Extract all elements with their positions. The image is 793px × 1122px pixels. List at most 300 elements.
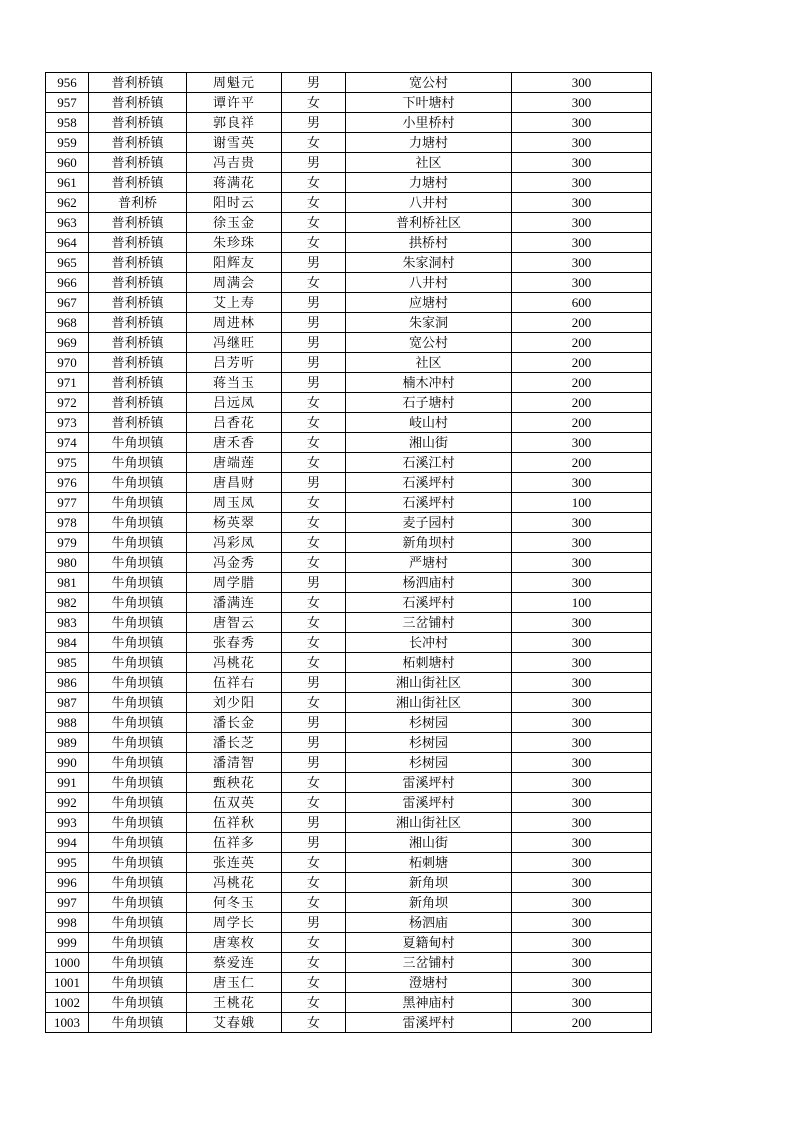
cell-name: 杨英翠 [187,513,282,533]
cell-village: 三岔铺村 [346,613,512,633]
cell-town: 普利桥镇 [89,153,187,173]
cell-town: 牛角坝镇 [89,433,187,453]
cell-gender: 女 [282,233,346,253]
cell-name: 伍双英 [187,793,282,813]
cell-serial: 971 [46,373,89,393]
cell-name: 艾上寿 [187,293,282,313]
cell-village: 楠木冲村 [346,373,512,393]
cell-name: 冯桃花 [187,653,282,673]
cell-serial: 979 [46,533,89,553]
table-row [46,793,652,813]
cell-village: 新角坝 [346,873,512,893]
cell-name: 冯彩凤 [187,533,282,553]
cell-amount: 600 [512,293,652,313]
table-row [46,633,652,653]
cell-name: 阳时云 [187,193,282,213]
cell-name: 王桃花 [187,993,282,1013]
cell-gender: 女 [282,613,346,633]
cell-serial: 991 [46,773,89,793]
cell-name: 朱珍珠 [187,233,282,253]
cell-amount: 300 [512,553,652,573]
cell-amount: 300 [512,513,652,533]
cell-serial: 988 [46,713,89,733]
cell-village: 湘山街 [346,833,512,853]
cell-village: 杉树园 [346,713,512,733]
cell-name: 唐智云 [187,613,282,633]
cell-name: 蒋当玉 [187,373,282,393]
cell-village: 湘山街社区 [346,813,512,833]
cell-gender: 男 [282,673,346,693]
cell-village: 麦子园村 [346,513,512,533]
cell-name: 伍祥秋 [187,813,282,833]
cell-serial: 964 [46,233,89,253]
cell-amount: 300 [512,573,652,593]
cell-gender: 女 [282,653,346,673]
cell-gender: 男 [282,473,346,493]
cell-town: 牛角坝镇 [89,893,187,913]
cell-gender: 女 [282,93,346,113]
table-row [46,853,652,873]
cell-town: 普利桥镇 [89,373,187,393]
cell-village: 石溪坪村 [346,593,512,613]
cell-gender: 女 [282,193,346,213]
cell-gender: 男 [282,313,346,333]
cell-village: 八井村 [346,193,512,213]
cell-village: 应塘村 [346,293,512,313]
cell-gender: 女 [282,633,346,653]
cell-village: 严塘村 [346,553,512,573]
cell-name: 唐昌财 [187,473,282,493]
table-row [46,593,652,613]
cell-amount: 300 [512,213,652,233]
cell-name: 谭许平 [187,93,282,113]
cell-serial: 960 [46,153,89,173]
cell-town: 普利桥镇 [89,113,187,133]
cell-town: 普利桥镇 [89,293,187,313]
cell-gender: 男 [282,253,346,273]
cell-name: 蒋满花 [187,173,282,193]
cell-serial: 974 [46,433,89,453]
cell-name: 刘少阳 [187,693,282,713]
cell-amount: 300 [512,973,652,993]
cell-gender: 女 [282,413,346,433]
cell-gender: 男 [282,733,346,753]
cell-name: 吕芳听 [187,353,282,373]
cell-gender: 女 [282,853,346,873]
cell-gender: 男 [282,713,346,733]
table-row [46,133,652,153]
table-row [46,953,652,973]
cell-serial: 980 [46,553,89,573]
cell-town: 普利桥镇 [89,253,187,273]
cell-gender: 女 [282,793,346,813]
table-row [46,773,652,793]
cell-village: 新角坝 [346,893,512,913]
cell-amount: 300 [512,173,652,193]
cell-town: 牛角坝镇 [89,933,187,953]
cell-town: 牛角坝镇 [89,793,187,813]
table-row [46,393,652,413]
table-row [46,253,652,273]
cell-town: 牛角坝镇 [89,833,187,853]
cell-gender: 女 [282,493,346,513]
cell-village: 小里桥村 [346,113,512,133]
cell-amount: 300 [512,913,652,933]
cell-name: 蔡爱连 [187,953,282,973]
cell-town: 牛角坝镇 [89,973,187,993]
cell-gender: 女 [282,993,346,1013]
cell-village: 石溪坪村 [346,473,512,493]
cell-village: 宽公村 [346,333,512,353]
cell-amount: 300 [512,953,652,973]
cell-serial: 978 [46,513,89,533]
cell-serial: 993 [46,813,89,833]
table-row [46,473,652,493]
cell-town: 牛角坝镇 [89,853,187,873]
cell-serial: 972 [46,393,89,413]
cell-village: 下叶塘村 [346,93,512,113]
cell-gender: 男 [282,373,346,393]
cell-village: 力塘村 [346,173,512,193]
cell-serial: 987 [46,693,89,713]
cell-village: 杨泗庙 [346,913,512,933]
cell-gender: 女 [282,213,346,233]
table-row [46,173,652,193]
cell-town: 牛角坝镇 [89,773,187,793]
cell-amount: 300 [512,633,652,653]
cell-town: 牛角坝镇 [89,553,187,573]
cell-name: 伍祥右 [187,673,282,693]
cell-name: 艾春娥 [187,1013,282,1033]
cell-village: 湘山街社区 [346,693,512,713]
cell-gender: 男 [282,753,346,773]
cell-serial: 965 [46,253,89,273]
cell-gender: 女 [282,593,346,613]
cell-serial: 984 [46,633,89,653]
cell-name: 潘长金 [187,713,282,733]
cell-town: 牛角坝镇 [89,693,187,713]
table-row [46,933,652,953]
cell-name: 唐端莲 [187,453,282,473]
cell-serial: 962 [46,193,89,213]
cell-village: 石溪坪村 [346,493,512,513]
table-row [46,533,652,553]
table-row [46,213,652,233]
cell-serial: 1000 [46,953,89,973]
cell-serial: 1003 [46,1013,89,1033]
cell-town: 牛角坝镇 [89,993,187,1013]
cell-village: 三岔铺村 [346,953,512,973]
cell-village: 石子塘村 [346,393,512,413]
cell-town: 普利桥镇 [89,213,187,233]
cell-amount: 300 [512,233,652,253]
cell-amount: 300 [512,773,652,793]
cell-town: 普利桥镇 [89,353,187,373]
cell-gender: 女 [282,773,346,793]
cell-amount: 300 [512,873,652,893]
cell-serial: 968 [46,313,89,333]
cell-town: 牛角坝镇 [89,713,187,733]
cell-amount: 300 [512,733,652,753]
table-row [46,733,652,753]
cell-town: 普利桥镇 [89,133,187,153]
cell-village: 拱桥村 [346,233,512,253]
cell-serial: 983 [46,613,89,633]
cell-town: 牛角坝镇 [89,593,187,613]
cell-name: 周学长 [187,913,282,933]
cell-town: 普利桥镇 [89,333,187,353]
table-row [46,973,652,993]
cell-serial: 967 [46,293,89,313]
cell-name: 周魁元 [187,73,282,93]
cell-town: 牛角坝镇 [89,813,187,833]
table-row [46,713,652,733]
cell-name: 唐玉仁 [187,973,282,993]
cell-amount: 200 [512,373,652,393]
cell-amount: 300 [512,613,652,633]
cell-serial: 957 [46,93,89,113]
cell-amount: 200 [512,1013,652,1033]
cell-gender: 女 [282,513,346,533]
table-row [46,753,652,773]
cell-serial: 981 [46,573,89,593]
cell-village: 长冲村 [346,633,512,653]
cell-town: 牛角坝镇 [89,913,187,933]
cell-name: 周学腊 [187,573,282,593]
cell-serial: 977 [46,493,89,513]
table-row [46,613,652,633]
table-row [46,553,652,573]
cell-name: 阳辉友 [187,253,282,273]
cell-name: 冯吉贵 [187,153,282,173]
cell-name: 张连英 [187,853,282,873]
cell-gender: 男 [282,573,346,593]
cell-town: 普利桥镇 [89,173,187,193]
cell-town: 普利桥镇 [89,73,187,93]
cell-gender: 男 [282,333,346,353]
cell-amount: 300 [512,273,652,293]
cell-amount: 300 [512,693,652,713]
cell-village: 社区 [346,153,512,173]
cell-amount: 300 [512,893,652,913]
cell-name: 张春秀 [187,633,282,653]
cell-amount: 300 [512,253,652,273]
cell-amount: 300 [512,713,652,733]
cell-village: 力塘村 [346,133,512,153]
cell-gender: 女 [282,453,346,473]
cell-gender: 女 [282,973,346,993]
cell-serial: 992 [46,793,89,813]
cell-town: 牛角坝镇 [89,873,187,893]
cell-gender: 男 [282,833,346,853]
cell-serial: 963 [46,213,89,233]
table-row [46,1013,652,1033]
cell-serial: 990 [46,753,89,773]
cell-amount: 200 [512,313,652,333]
cell-village: 朱家洞 [346,313,512,333]
cell-town: 普利桥 [89,193,187,213]
cell-village: 杉树园 [346,733,512,753]
cell-gender: 女 [282,553,346,573]
table-row [46,73,652,93]
cell-village: 杨泗庙村 [346,573,512,593]
cell-town: 牛角坝镇 [89,533,187,553]
cell-town: 牛角坝镇 [89,753,187,773]
cell-name: 吕远凤 [187,393,282,413]
cell-village: 朱家洞村 [346,253,512,273]
cell-village: 雷溪坪村 [346,1013,512,1033]
cell-amount: 300 [512,933,652,953]
cell-amount: 300 [512,813,652,833]
cell-amount: 300 [512,993,652,1013]
table-row [46,513,652,533]
cell-serial: 996 [46,873,89,893]
cell-name: 伍祥多 [187,833,282,853]
cell-serial: 998 [46,913,89,933]
cell-name: 唐禾香 [187,433,282,453]
cell-amount: 100 [512,493,652,513]
cell-town: 牛角坝镇 [89,673,187,693]
table-row [46,413,652,433]
cell-village: 普利桥社区 [346,213,512,233]
cell-gender: 女 [282,273,346,293]
cell-name: 周玉凤 [187,493,282,513]
cell-town: 普利桥镇 [89,393,187,413]
cell-village: 社区 [346,353,512,373]
cell-village: 湘山街 [346,433,512,453]
cell-name: 周进林 [187,313,282,333]
cell-town: 牛角坝镇 [89,513,187,533]
cell-serial: 985 [46,653,89,673]
table-row [46,453,652,473]
cell-gender: 男 [282,813,346,833]
cell-town: 牛角坝镇 [89,733,187,753]
cell-serial: 989 [46,733,89,753]
cell-gender: 女 [282,173,346,193]
cell-gender: 男 [282,353,346,373]
cell-gender: 女 [282,533,346,553]
table-row [46,493,652,513]
cell-name: 潘满连 [187,593,282,613]
table-row [46,93,652,113]
cell-amount: 300 [512,833,652,853]
cell-gender: 女 [282,953,346,973]
cell-town: 牛角坝镇 [89,573,187,593]
table-row [46,373,652,393]
cell-town: 牛角坝镇 [89,633,187,653]
cell-town: 牛角坝镇 [89,953,187,973]
table-row [46,893,652,913]
cell-gender: 女 [282,433,346,453]
cell-town: 普利桥镇 [89,273,187,293]
cell-amount: 300 [512,193,652,213]
cell-gender: 女 [282,133,346,153]
cell-amount: 300 [512,93,652,113]
cell-serial: 975 [46,453,89,473]
cell-amount: 300 [512,533,652,553]
cell-amount: 300 [512,73,652,93]
cell-name: 潘清智 [187,753,282,773]
cell-amount: 300 [512,673,652,693]
cell-town: 牛角坝镇 [89,453,187,473]
cell-amount: 100 [512,593,652,613]
cell-amount: 200 [512,453,652,473]
cell-town: 普利桥镇 [89,233,187,253]
table-row [46,913,652,933]
cell-serial: 994 [46,833,89,853]
cell-serial: 986 [46,673,89,693]
cell-serial: 961 [46,173,89,193]
cell-gender: 男 [282,73,346,93]
table-row [46,693,652,713]
cell-village: 石溪江村 [346,453,512,473]
cell-town: 普利桥镇 [89,313,187,333]
cell-serial: 958 [46,113,89,133]
cell-gender: 男 [282,293,346,313]
cell-gender: 女 [282,873,346,893]
cell-village: 湘山街社区 [346,673,512,693]
cell-gender: 女 [282,933,346,953]
cell-village: 柘刺塘村 [346,653,512,673]
cell-serial: 956 [46,73,89,93]
cell-name: 郭良祥 [187,113,282,133]
cell-name: 吕香花 [187,413,282,433]
table-row [46,653,652,673]
table-row [46,153,652,173]
cell-name: 何冬玉 [187,893,282,913]
cell-town: 牛角坝镇 [89,493,187,513]
cell-village: 新角坝村 [346,533,512,553]
cell-amount: 200 [512,333,652,353]
cell-amount: 300 [512,793,652,813]
cell-gender: 女 [282,693,346,713]
cell-town: 普利桥镇 [89,413,187,433]
table-row [46,993,652,1013]
cell-name: 周满会 [187,273,282,293]
cell-amount: 200 [512,413,652,433]
table-row [46,333,652,353]
cell-name: 唐寒枚 [187,933,282,953]
table-row [46,353,652,373]
cell-amount: 300 [512,653,652,673]
cell-serial: 966 [46,273,89,293]
table-row [46,273,652,293]
cell-town: 牛角坝镇 [89,613,187,633]
cell-serial: 973 [46,413,89,433]
cell-village: 夏籍甸村 [346,933,512,953]
cell-village: 雷溪坪村 [346,773,512,793]
cell-serial: 982 [46,593,89,613]
table-row [46,673,652,693]
table-row [46,233,652,253]
cell-town: 牛角坝镇 [89,1013,187,1033]
table-row [46,313,652,333]
cell-village: 杉树园 [346,753,512,773]
cell-amount: 300 [512,473,652,493]
cell-village: 柘刺塘 [346,853,512,873]
cell-serial: 976 [46,473,89,493]
cell-village: 八井村 [346,273,512,293]
cell-gender: 男 [282,153,346,173]
records-table [45,72,652,1033]
cell-amount: 300 [512,753,652,773]
cell-serial: 1002 [46,993,89,1013]
cell-name: 潘长芝 [187,733,282,753]
cell-town: 牛角坝镇 [89,473,187,493]
cell-name: 甄秧花 [187,773,282,793]
cell-village: 雷溪坪村 [346,793,512,813]
cell-serial: 999 [46,933,89,953]
